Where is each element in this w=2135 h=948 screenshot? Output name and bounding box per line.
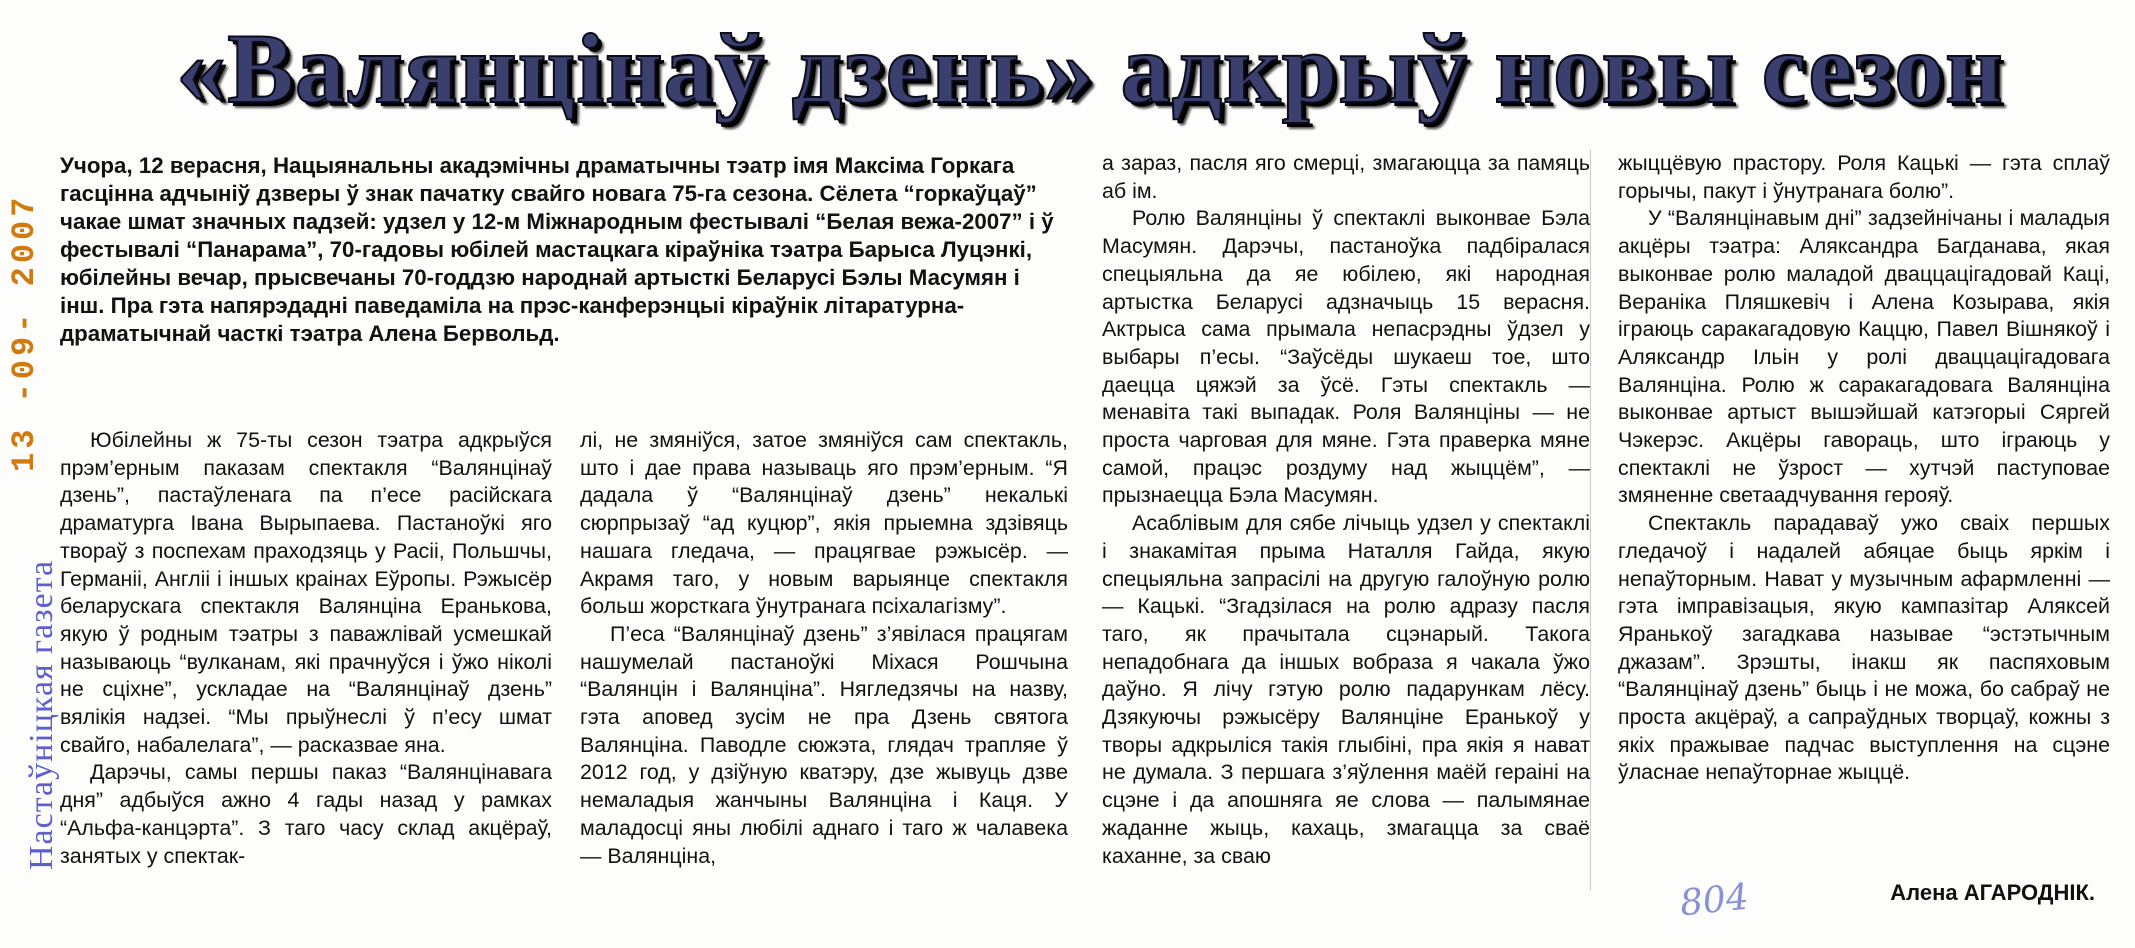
publication-date-stamp: 13 -09- 2007 [6, 193, 43, 472]
article-column-1 [60, 427, 552, 870]
handwritten-note: 804 [1678, 876, 1751, 925]
author-signature: Алена АГАРОДНІК. [1890, 880, 2095, 905]
paragraph: Ролю Валянціны ў спектаклі выконвае Бэла Масумян. Дарэчы, пастаноўка падбіралася спецыяльна да яе юбілею, які народная артыстка Беларусі адзначыць 15 верасня. Актрыса сама прымала непасрэдны ўдзел у выбары п’есы. “Заўсёды шукаеш тое, што даецца цяжэй за ўсё. Гэты спектакль — менавіта такі выпадак. Роля Валянціны — не проста чарговая для мяне. Гэта праверка мяне самой, працэс роздуму над жыццём”, — прызнаецца Бэла Масумян. [1102, 206, 1590, 508]
paragraph: лі, не змяніўся, затое змяніўся сам спектакль, што і дае права называць яго прэм’ерным. “Я дадала ў “Валянцінаў дзень” некалькі сюрпрызаў “ад куцюр”, якія прыемна здзівяць нашага гледача, — працягвае рэжысёр. — Акрамя таго, у новым варыянце спектакля больш жорсткага ўнутранага псіхалагізму”. [580, 428, 1068, 619]
paragraph: жыццёвую прастору. Роля Кацькі — гэта сплаў горычы, пакут і ўнутранага болю”. [1618, 151, 2110, 203]
lead-paragraph: Учора, 12 верасня, Нацыянальны акадэмічны драматычны тэатр імя Максіма Горкага гасцінна адчыніў дзверы ў знак пачатку свайго новага 75-га сезона. Сёлета “горкаўцаў” чакае шмат значных падзей: удзел у 12-м Міжнародным фестывалі “Белая вежа-2007” і ў фестывалі “Панарама”, 70-гадовы юбілей мастацкага кіраўніка тэатра Барыса Луцэнкі, юбілейны вечар, прысвечаны 70-годдзю народнай артысткі Беларусі Бэлы Масумян і інш. Пра гэта напярэдадні паведаміла на прэс-канферэнцыі кіраўнік літаратурна-драматычнай часткі тэатра Алена Бервольд. [60, 153, 1054, 346]
paragraph: П’еса “Валянцінаў дзень” з’явілася працягам нашумелай пастаноўкі Міхася Рошчына “Валянцін і Валянціна”. Нягледзячы на назву, гэта аповед зусім не пра Дзень святога Валянціна. Паводле сюжэта, глядач трапляе ў 2012 год, у дзіўную кватэру, дзе жывуць дзве немаладыя жанчыны Валянціна і Каця. У маладосці яны любілі аднаго і таго ж чалавека — Валянціна, [580, 621, 1068, 868]
paragraph: Спектакль парадаваў ужо сваіх першых гледачоў і надалей абяцае быць яркім і непаўторным. Нават у музычным афармленні — гэта імправізацыя, якую кампазітар Аляксей Яранькоў загадкава называе “эстэтычным джазам”. Зрэшты, інакш як паспяховым “Валянцінаў дзень” быць і не можа, бо сабраў не проста акцёраў, а сапраўдных творцаў, кожны з якіх пражывае падчас выступлення на сцэне ўласнае непаўторнае жыццё. [1618, 511, 2110, 785]
newspaper-name: Настаўніцкая газета [23, 559, 60, 870]
column-divider [1590, 150, 1607, 890]
paragraph: а зараз, пасля яго смерці, змагаюцца за памяць аб ім. [1102, 151, 1590, 203]
article-column-3 [1102, 150, 1590, 870]
article-column-4 [1618, 150, 2110, 787]
article-column-2 [580, 427, 1068, 870]
paragraph: У “Валянцінавым дні” задзейнічаны і маладыя акцёры тэатра: Аляксандра Багданава, якая выконвае ролю маладой дваццацігадовай Каці, Вераніка Пляшкевіч і Алена Козырава, якія іграюць саракагадовую Каццю, Павел Вішнякоў і Аляксандр Ільін у ролі дваццацігадовага Валянціна. Ролю ж саракагадовага Валянціна выконвае артыст вышэйшай катэгорыі Сяргей Чэкерэс. Акцёры гавораць, што іграюць у спектаклі не ўзрост — хутчэй паступовае змяненне светаадчування герояў. [1618, 206, 2110, 508]
paragraph: Юбілейны ж 75-ты сезон тэатра адкрыўся прэм’ерным паказам спектакля “Валянцінаў дзень”, пастаўленага па п’есе расійскага драматурга Івана Вырыпаева. Пастаноўкі яго твораў з поспехам праходзяць у Расіі, Польшчы, Германіі, Англіі і іншых краінах Еўропы. Рэжысёр беларускага спектакля Валянціна Еранькова, якую ў родным тэатры з паважлівай усмешкай называюць “вулканам, які прачнуўся і ўжо ніколі не сціхне”, ускладае на “Валянцінаў дзень” вялікія надзеі. “Мы прыўнеслі ў п’есу шмат свайго, набалелага”, — расказвае яна. [60, 428, 552, 757]
paragraph: Дарэчы, самы першы паказ “Валянцінавага дня” адбыўся ажно 4 гады назад у рамках “Альфа-канцэрта”. З таго часу склад акцёраў, занятых у спектак- [60, 760, 552, 868]
paragraph: Асаблівым для сябе лічыць удзел у спектаклі і знакамітая прыма Наталля Гайда, якую спецыяльна запрасілі на другую галоўную ролю — Кацькі. “Згадзілася на ролю адразу пасля таго, як прачытала сцэнарый. Такога непадобнага да іншых вобраза я чакала ўжо даўно. Я лічу гэтую ролю падарункам лёсу. Дзякуючы рэжысёру Валянціне Еранькоў у творы адкрыліся такія глыбіні, пра якія я нават не думала. З першага з’яўлення маёй гераіні на сцэне і да апошняга яе слова — палымянае жаданне жыць, кахаць, змагацца за сваё каханне, за сваю [1102, 511, 1590, 868]
headline: «Валянцінаў дзень» адкрыў новы сезон [176, 12, 2004, 124]
